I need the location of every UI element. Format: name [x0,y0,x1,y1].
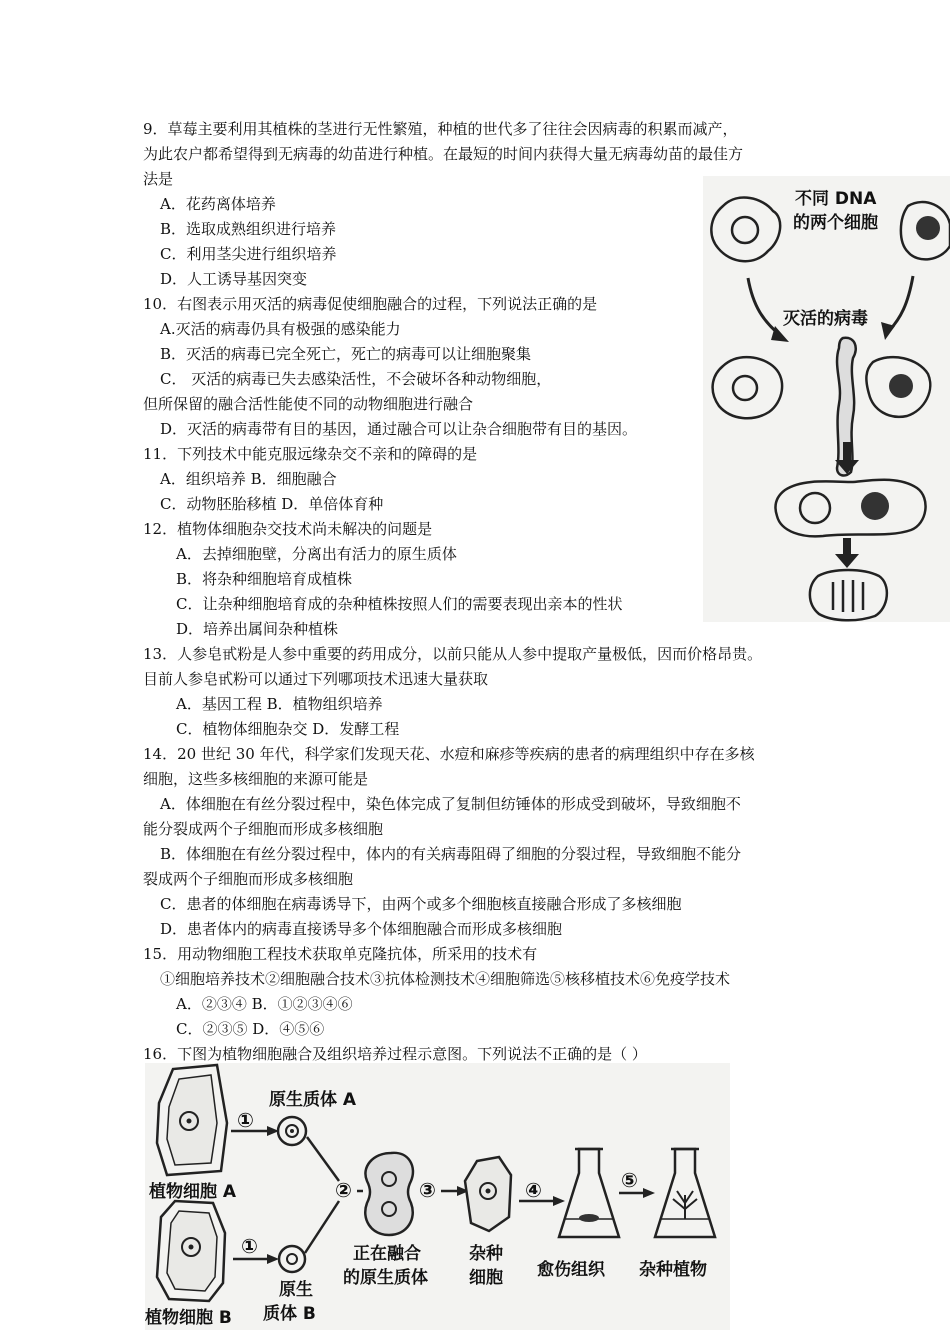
step-1-b: ① [241,1234,258,1258]
label-fusing-line1: 正在融合 [353,1244,421,1264]
q12-option-b: B．将杂种细胞培育成植株 [176,570,353,588]
step-5: ⑤ [621,1168,638,1192]
q9-option-d: D．人工诱导基因突变 [160,270,308,288]
step-2: ② [335,1178,352,1202]
q11-options-ab: A．组织培养 B．细胞融合 [160,470,337,488]
label-plant-cell-b: 植物细胞 B [145,1308,232,1328]
q14-option-a-line2: 能分裂成两个子细胞而形成多核细胞 [143,820,384,838]
step-3: ③ [419,1178,436,1202]
q10-stem: 10．右图表示用灭活的病毒促使细胞融合的过程，下列说法正确的是 [143,295,598,313]
q9-option-c: C．利用茎尖进行组织培养 [160,245,337,263]
label-hybrid-cell-line2: 细胞 [469,1268,503,1288]
q11-options-cd: C．动物胚胎移植 D．单倍体育种 [160,495,384,513]
q10-option-d: D．灭活的病毒带有目的基因，通过融合可以让杂合细胞带有目的基因。 [160,420,638,438]
q14-stem-line2: 细胞，这些多核细胞的来源可能是 [143,770,369,788]
q15-options-cd: C．②③⑤ D．④⑤⑥ [176,1020,325,1038]
q9-option-a: A．花药离体培养 [160,195,276,213]
q15-options-ab: A．②③④ B．①②③④⑥ [176,995,353,1013]
q9-option-b: B．选取成熟组织进行培养 [160,220,337,238]
q13-stem-line1: 13．人参皂甙粉是人参中重要的药用成分，以前只能从人参中提取产量极低，因而价格昂贵。 [143,645,763,663]
q12-option-d: D．培养出属间杂种植株 [176,620,339,638]
q9-stem-line2: 为此农户都希望得到无病毒的幼苗进行种植。在最短的时间内获得大量无病毒幼苗的最佳方 [143,145,744,163]
step-4: ④ [525,1178,542,1202]
q15-stem: 15．用动物细胞工程技术获取单克隆抗体，所采用的技术有 [143,945,538,963]
step-1-a: ① [237,1108,254,1132]
q16-stem: 16．下图为植物细胞融合及组织培养过程示意图。下列说法不正确的是（ ） [143,1045,647,1063]
q14-option-b-line2: 裂成两个子细胞而形成多核细胞 [143,870,354,888]
q13-stem-line2: 目前人参皂甙粉可以通过下列哪项技术迅速大量获取 [143,670,489,688]
label-hybrid-plant: 杂种植物 [639,1260,707,1280]
q10-option-c-line1: C． 灭活的病毒已失去感染活性，不会破坏各种动物细胞， [160,370,552,388]
q14-option-b-line1: B．体细胞在有丝分裂过程中，体内的有关病毒阻碍了细胞的分裂过程，导致细胞不能分 [160,845,742,863]
q14-option-c: C．患者的体细胞在病毒诱导下，由两个或多个细胞核直接融合形成了多核细胞 [160,895,682,913]
q12-option-c: C．让杂种细胞培育成的杂种植株按照人们的需要表现出亲本的性状 [176,595,623,613]
label-fusing-line2: 的原生质体 [343,1268,428,1288]
label-plant-cell-a: 植物细胞 A [149,1182,237,1202]
q12-option-a: A．去掉细胞壁，分离出有活力的原生质体 [176,545,457,563]
label-protoplast-a: 原生质体 A [269,1090,357,1110]
q9-stem-line1: 9．草莓主要利用其植株的茎进行无性繁殖，种植的世代多了往往会因病毒的积累而减产， [143,120,738,138]
q14-stem-line1: 14．20 世纪 30 年代，科学家们发现天花、水痘和麻疹等疾病的患者的病理组织中存在多核 [143,745,755,763]
q14-option-d: D．患者体内的病毒直接诱导多个体细胞融合而形成多核细胞 [160,920,563,938]
q13-options-cd: C．植物体细胞杂交 D．发酵工程 [176,720,400,738]
label-protoplast-b-line1: 原生 [279,1280,313,1300]
q12-stem: 12．植物体细胞杂交技术尚未解决的问题是 [143,520,433,538]
q11-stem: 11．下列技术中能克服远缘杂交不亲和的障碍的是 [143,445,478,463]
fig-label-different-dna: 不同 DNA [795,189,877,209]
label-protoplast-b-line2: 质体 B [263,1304,316,1324]
q9-stem-line3: 法是 [143,170,174,188]
q10-option-a: A.灭活的病毒仍具有极强的感染能力 [160,320,401,338]
label-hybrid-cell-line1: 杂种 [469,1244,503,1264]
fig-label-inactivated-virus: 灭活的病毒 [783,309,868,329]
q10-option-c-line2: 但所保留的融合活性能使不同的动物细胞进行融合 [143,395,474,413]
fig-label-two-cells: 的两个细胞 [793,213,878,233]
plant-cell-fusion-figure [145,1063,730,1330]
label-callus: 愈伤组织 [537,1260,605,1280]
cell-fusion-figure [703,176,950,622]
q10-option-b: B．灭活的病毒已完全死亡，死亡的病毒可以让细胞聚集 [160,345,532,363]
q15-technique-list: ①细胞培养技术②细胞融合技术③抗体检测技术④细胞筛选⑤核移植技术⑥免疫学技术 [160,970,731,988]
q13-options-ab: A．基因工程 B．植物组织培养 [176,695,383,713]
q14-option-a-line1: A．体细胞在有丝分裂过程中，染色体完成了复制但纺锤体的形成受到破坏，导致细胞不 [160,795,741,813]
